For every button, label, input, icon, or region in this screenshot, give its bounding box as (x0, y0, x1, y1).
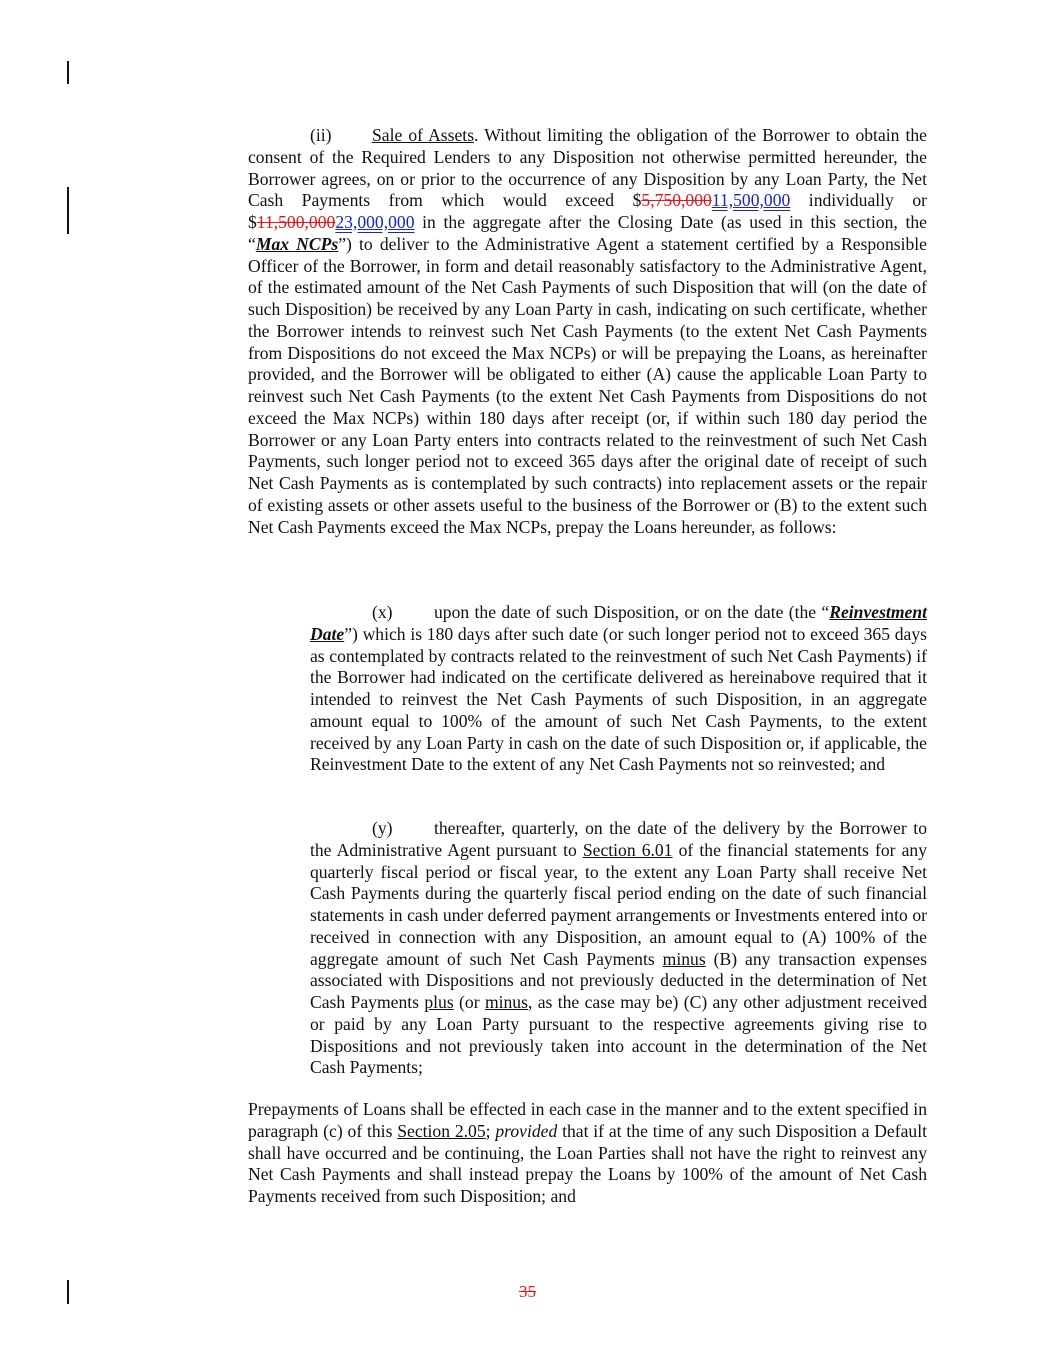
defined-term: Reinvestment Date (310, 602, 927, 644)
change-bar (67, 187, 69, 234)
defined-term: Max NCPs (255, 233, 339, 254)
body-text: ”) to deliver to the Administrative Agent a statement certified by a Responsible Officer of the Borrower, in form and detail reasonably satisfactory to the Administrative Agent, of the estimated amount of the Net Cash Payments of such Disposition that will (on the date of such Disposition) be received by any Loan Party in cash, indicating on such certificate, whether the Borrower intends to reinvest such Net Cash Payments (to the extent Net Cash Payments from Dispositions do not exceed the Max NCPs) or will be prepaying the Loans, as hereinafter provided, and the Borrower will be obligated to either (A) cause the applicable Loan Party to reinvest such Net Cash Payments (to the extent Net Cash Payments from Dispositions do not exceed the Max NCPs) within 180 days after receipt (or, if within such 180 day period the Borrower or any Loan Party enters into contracts related to the reinvestment of such Net Cash Payments, such longer period not to exceed 365 days after the original date of receipt of such Net Cash Payments as is contemplated by such contracts) into replacement assets or the repair of existing assets or other assets useful to the business of the Borrower or (B) to the extent such Net Cash Payments exceed the Max NCPs, prepay the Loans hereunder, as follows: (248, 233, 927, 537)
paragraph-prepayments (248, 1099, 927, 1208)
inserted-amount: 11,500,000 (711, 190, 791, 211)
inserted-amount: 23,000,000 (335, 212, 415, 232)
paragraph-x (310, 602, 927, 776)
body-text: thereafter, quarterly, on the date of the delivery by the Borrower to the Administrative Agent pursuant to (310, 818, 927, 860)
minus-term: minus (484, 992, 528, 1012)
body-text: Prepayments of Loans shall be effected in each case in the manner and to the extent specified in paragraph (c) of this (248, 1099, 927, 1141)
section-reference: Section 2.05 (397, 1120, 486, 1141)
deleted-amount: 11,500,000 (256, 212, 336, 232)
body-text: upon the date of such Disposition, or on the date (the “ (434, 602, 830, 622)
body-text: (or (453, 992, 485, 1012)
paragraph-label: (ii) (310, 125, 332, 145)
body-text: , as the case may be) (C) any other adjustment received or paid by any Loan Party pursuant to the respective agreements giving rise to Dispositions and not previously taken into account in the determination of the Net Cash Payments; (310, 992, 927, 1078)
plus-term: plus (424, 992, 454, 1012)
section-reference: Section 6.01 (582, 839, 673, 860)
body-text: . Without limiting the obligation of the Borrower to obtain the consent of the Required Lenders to any Disposition not otherwise permitted hereunder, the Borrower agrees, on or prior to the occurrence of any Disposition by any Loan Party, the Net Cash Payments from which would exceed $ (248, 125, 927, 211)
minus-term: minus (662, 948, 706, 969)
change-bar (67, 61, 69, 84)
page-number: 35 (519, 1282, 536, 1301)
body-text: that if at the time of any such Disposition a Default shall have occurred and be continuing, the Loan Parties shall not have the right to reinvest any Net Cash Payments and shall instead prepay the Loans by 100% of the amount of Net Cash Payments received from such Disposition; and (248, 1120, 927, 1206)
body-text: individually or $ (248, 190, 927, 232)
deleted-amount: 5,750,000 (641, 190, 712, 211)
paragraph-sale-of-assets (248, 125, 927, 538)
body-text: ”) which is 180 days after such date (or such longer period not to exceed 365 days as contemplated by contracts related to the reinvestment of such Net Cash Payments) if the Borrower had indicated on the certificate delivered as hereinabove required that it intended to reinvest the Net Cash Payments of such Disposition, in an aggregate amount equal to 100% of the amount of such Net Cash Payments, to the extent received by any Loan Party in cash on the date of such Disposition or, if applicable, the Reinvestment Date to the extent of any Net Cash Payments not so reinvested; and (310, 623, 927, 775)
body-text: of the financial statements for any quarterly fiscal period or fiscal year, to the extent any Loan Party shall receive Net Cash Payments during the quarterly fiscal period ending on the date of such financial statements in cash under deferred payment arrangements or Investments entered into or received in connection with any Disposition, an amount equal to (A) 100% of the aggregate amount of such Net Cash Payments (310, 839, 927, 969)
body-text: in the aggregate after the Closing Date (as used in this section, the “ (248, 212, 927, 254)
paragraph-label: (x) (372, 602, 393, 622)
provided-term: provided (495, 1120, 558, 1141)
section-heading: Sale of Assets (372, 125, 475, 145)
paragraph-label: (y) (372, 818, 393, 838)
paragraph-y (310, 818, 927, 1079)
body-text: ; (485, 1120, 496, 1141)
body-text: (B) any transaction expenses associated with Dispositions and not previously deducted in the determination of Net Cash Payments (310, 948, 927, 1012)
